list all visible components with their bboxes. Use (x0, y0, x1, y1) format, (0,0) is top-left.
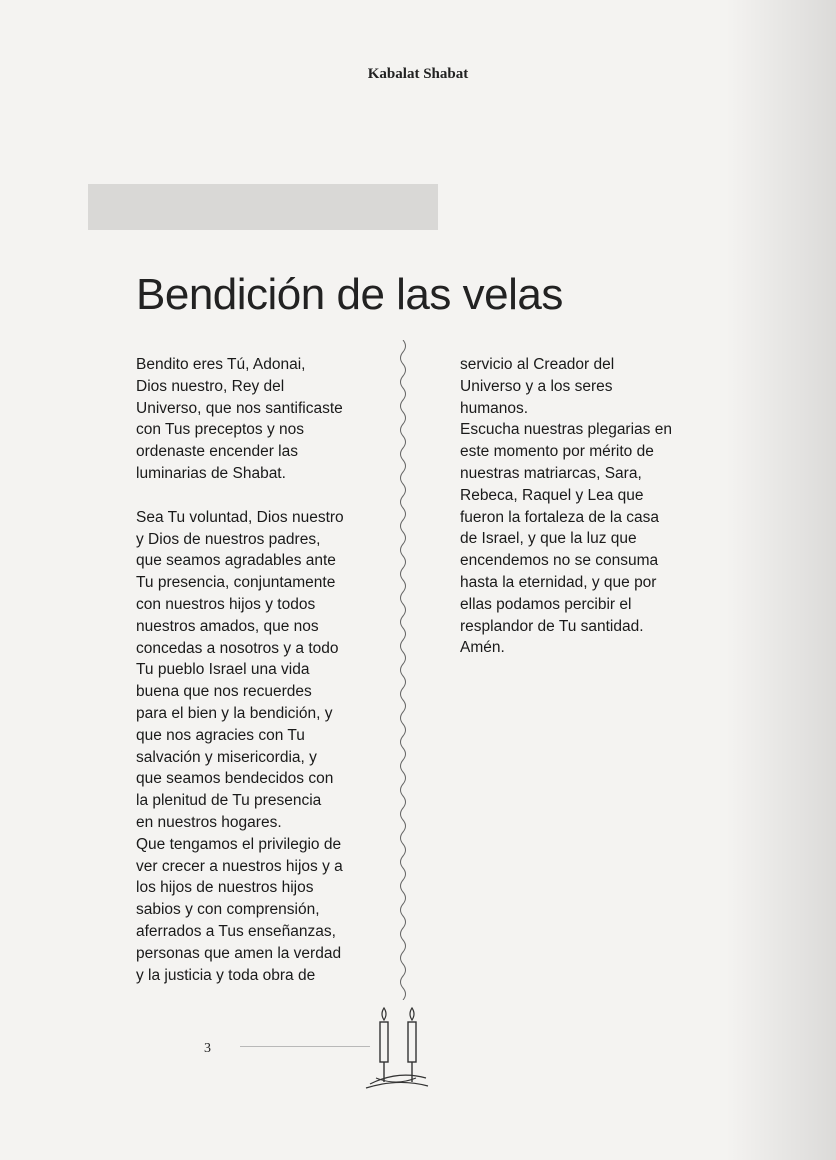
page-title: Bendición de las velas (136, 270, 563, 319)
candles-icon (362, 998, 442, 1098)
text-line: que seamos bendecidos con (136, 770, 334, 788)
text-line: nuestras matriarcas, Sara, (460, 464, 642, 482)
text-line: Bendito eres Tú, Adonai, (136, 356, 306, 373)
text-line: Tu presencia, conjuntamente (136, 574, 336, 592)
left-column (136, 354, 386, 986)
right-column (460, 354, 722, 659)
text-line: este momento por mérito de (460, 443, 654, 461)
text-line: personas que amen la verdad (136, 944, 342, 962)
text-line: ordenaste encender las (136, 443, 299, 461)
text-line: Sea Tu voluntad, Dios nuestro (136, 508, 344, 526)
text-line: con nuestros hijos y todos (136, 595, 316, 613)
text-line: Escucha nuestras plegarias en (460, 421, 672, 439)
page-shadow (726, 0, 836, 1160)
text-line: Que tengamos el privilegio de (136, 835, 342, 853)
text-line: aferrados a Tus enseñanzas, (136, 922, 336, 940)
text-line: Amén. (460, 639, 505, 657)
text-line: Universo, que nos santificaste (136, 399, 343, 417)
footer-rule (240, 1046, 370, 1047)
paragraph-continuation (460, 354, 722, 659)
text-line: Universo y a los seres (460, 377, 613, 395)
text-line: para el bien y la bendición, y (136, 704, 333, 722)
text-line: ver crecer a nuestros hijos y a (136, 857, 343, 875)
bleed-through-block (88, 184, 438, 230)
text-line: con Tus preceptos y nos (136, 421, 305, 439)
text-line: fueron la fortaleza de la casa (460, 508, 660, 526)
wavy-divider (392, 340, 414, 1000)
text-line: luminarias de Shabat. (136, 464, 286, 482)
text-line: que seamos agradables ante (136, 552, 336, 570)
text-line: Tu pueblo Israel una vida (136, 661, 310, 679)
text-line: Rebeca, Raquel y Lea que (460, 486, 644, 504)
paragraph-prayer (136, 507, 386, 987)
text-line: encendemos no se consuma (460, 552, 659, 570)
text-line: ellas podamos percibir el (460, 595, 632, 613)
running-head: Kabalat Shabat (367, 66, 469, 82)
text-line: y la justicia y toda obra de (136, 966, 316, 984)
text-line: los hijos de nuestros hijos (136, 879, 314, 897)
text-line: resplandor de Tu santidad. (460, 617, 644, 635)
text-line: hasta la eternidad, y que por (460, 573, 657, 591)
text-line: concedas a nosotros y a todo (136, 639, 339, 657)
text-line: salvación y misericordia, y (136, 748, 317, 766)
text-line: sabios y con comprensión, (136, 901, 320, 919)
paragraph-blessing (136, 354, 386, 485)
text-line: la plenitud de Tu presencia (136, 792, 322, 810)
text-line: y Dios de nuestros padres, (136, 530, 321, 548)
text-line: buena que nos recuerdes (136, 683, 312, 701)
text-line: nuestros amados, que nos (136, 617, 319, 635)
text-line: Dios nuestro, Rey del (136, 377, 285, 395)
text-line: en nuestros hogares. (136, 813, 282, 831)
text-line: de Israel, y que la luz que (460, 530, 637, 548)
text-line: servicio al Creador del (460, 356, 615, 373)
text-line: que nos agracies con Tu (136, 726, 305, 744)
text-line: humanos. (460, 399, 529, 417)
page-number: 3 (204, 1041, 211, 1056)
